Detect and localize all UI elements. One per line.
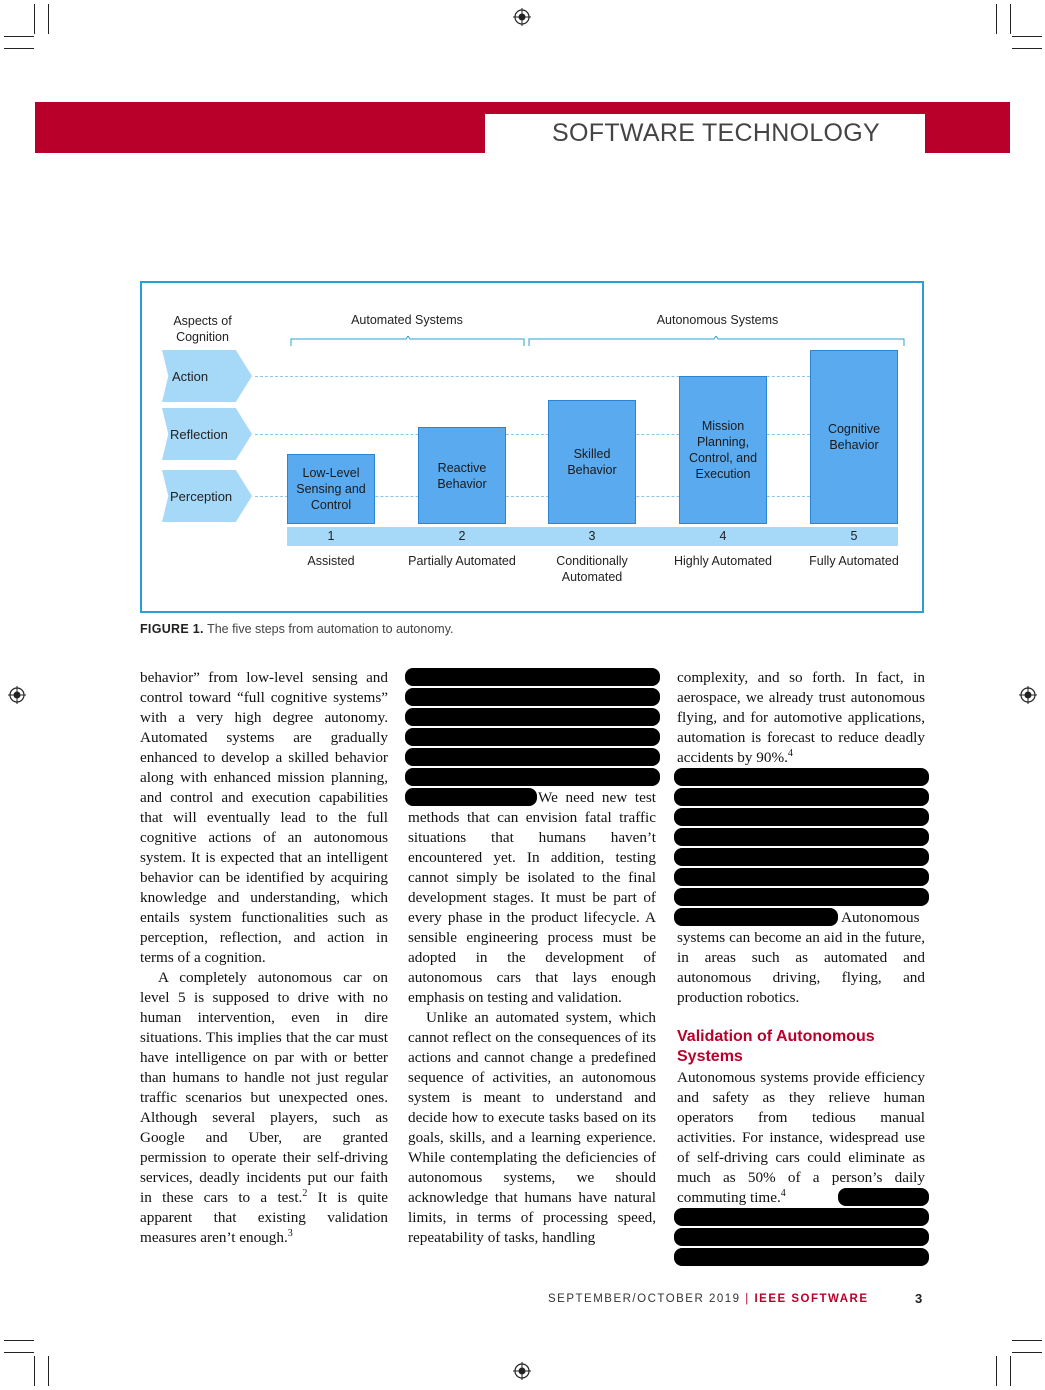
redaction-bar bbox=[405, 748, 660, 766]
body-text: We need new test methods that can envision fatal traffic situations that humans haven’t encountered yet. In addition, testing cannot simply be isolated to the final development stages. It must be part of every phase in the product lifecycle. A sensible engineering process must be adopted in the development of autonomous cars that lays enough emphasis on testing and validation. bbox=[408, 789, 656, 1006]
page-footer bbox=[548, 1293, 869, 1305]
body-column-3-cont bbox=[677, 908, 925, 1008]
autonomous-systems-bracket bbox=[528, 336, 906, 348]
redaction-bar bbox=[405, 688, 660, 706]
redaction-bar bbox=[674, 788, 929, 806]
redaction-bar bbox=[674, 888, 929, 906]
level-number: 4 bbox=[719, 529, 727, 543]
automated-systems-bracket bbox=[290, 336, 526, 348]
body-text: A completely autonomous car on level 5 is supposed to drive with no human intervention, even in dire situations. This implies that the car must have intelligence on par with or better than humans to handle not just regular traffic scenarios but unexpected ones. Although several players, such as Google and Uber, are granted permission to operate their self-driving services, deadly incidents put our faith in these cars to a test. bbox=[140, 969, 388, 1206]
crop-mark bbox=[4, 1352, 34, 1353]
redaction-bar bbox=[674, 808, 929, 826]
body-column-3-lower bbox=[677, 1068, 925, 1208]
reference-marker: 4 bbox=[787, 747, 793, 759]
redaction-bar bbox=[405, 728, 660, 746]
reflection-label: Reflection bbox=[170, 427, 228, 442]
registration-mark-icon bbox=[8, 686, 26, 704]
redaction-bar bbox=[674, 848, 929, 866]
crop-mark bbox=[34, 1356, 35, 1386]
figure-caption-text: The five steps from automation to autonomy. bbox=[203, 622, 454, 636]
level-number: 2 bbox=[458, 529, 466, 543]
redaction-bar bbox=[674, 768, 929, 786]
perception-label: Perception bbox=[170, 489, 233, 504]
page-number: 3 bbox=[915, 1291, 923, 1306]
level-name: Assisted bbox=[307, 554, 355, 568]
reference-marker: 3 bbox=[287, 1227, 293, 1239]
crop-mark bbox=[4, 48, 34, 49]
crop-mark bbox=[1012, 1352, 1042, 1353]
publication-name: IEEE SOFTWARE bbox=[754, 1293, 869, 1305]
crop-mark bbox=[48, 4, 49, 34]
aspects-of-cognition-label: Aspects of Cognition bbox=[173, 314, 232, 344]
body-paragraph bbox=[140, 968, 388, 1248]
redaction-bar bbox=[674, 1228, 929, 1246]
redaction-bar bbox=[674, 1208, 929, 1226]
crop-mark bbox=[996, 1356, 997, 1386]
crop-mark bbox=[4, 1340, 34, 1341]
redaction-bar bbox=[405, 708, 660, 726]
level-name: Conditionally Automated bbox=[556, 554, 628, 584]
level-number: 1 bbox=[327, 529, 335, 543]
redaction-bar bbox=[674, 1248, 929, 1266]
level-2-bar: Reactive Behavior bbox=[418, 427, 506, 524]
level-5-bar: Cognitive Behavior bbox=[810, 350, 898, 524]
footer-separator: | bbox=[745, 1293, 750, 1305]
autonomous-systems-label: Autonomous Systems bbox=[656, 313, 779, 327]
redaction-bar bbox=[405, 768, 660, 786]
level-name: Partially Automated bbox=[408, 554, 516, 568]
level-1-bar: Low-Level Sensing and Control bbox=[287, 454, 375, 524]
level-number: 5 bbox=[850, 529, 858, 543]
crop-mark bbox=[34, 4, 35, 34]
crop-mark bbox=[1010, 4, 1011, 34]
body-paragraph bbox=[677, 1068, 925, 1208]
body-text: complexity, and so forth. In fact, in aerospace, we already trust autonomous flying, and for automotive applications, automation is forecast to reduce deadly accidents by 90%. bbox=[677, 669, 925, 766]
section-title: SOFTWARE TECHNOLOGY bbox=[552, 119, 880, 147]
crop-mark bbox=[1012, 1340, 1042, 1341]
crop-mark bbox=[48, 1356, 49, 1386]
body-text: It is quite apparent that existing validation measures aren’t enough. bbox=[140, 1189, 388, 1246]
level-number: 3 bbox=[588, 529, 596, 543]
reference-marker: 4 bbox=[780, 1187, 786, 1199]
level-name: Fully Automated bbox=[809, 554, 899, 568]
redaction-bar bbox=[838, 1188, 929, 1206]
body-paragraph bbox=[408, 788, 656, 1008]
registration-mark-icon bbox=[1019, 686, 1037, 704]
crop-mark bbox=[996, 4, 997, 34]
registration-mark-icon bbox=[513, 8, 531, 26]
crop-mark bbox=[4, 36, 34, 37]
section-heading: Validation of Autonomous Systems bbox=[677, 1028, 875, 1065]
figure-caption-label: FIGURE 1. bbox=[140, 622, 204, 636]
registration-mark-icon bbox=[513, 1362, 531, 1380]
redaction-bar bbox=[674, 828, 929, 846]
body-column-1 bbox=[140, 668, 388, 1248]
figure-caption bbox=[140, 622, 454, 636]
crop-mark bbox=[1010, 1356, 1011, 1386]
body-paragraph bbox=[677, 668, 925, 768]
crop-mark bbox=[1012, 36, 1042, 37]
body-paragraph: behavior” from low-level sensing and control toward “full cognitive systems” with a very high degree autonomy. Automated systems are gradually enhanced to develop a skilled behavior along with enhanced mission planning, and control and execution capabilities that will eventually lead to the full cognitive actions of an autonomous system. It is expected that an intelligent behavior can be identified by acquiring knowledge and understanding, which entails system functionalities such as perception, reflection, and action in terms of a cognition. bbox=[140, 669, 388, 966]
body-column-3 bbox=[677, 668, 925, 768]
issue-date: SEPTEMBER/OCTOBER 2019 bbox=[548, 1293, 741, 1305]
redaction-bar bbox=[405, 668, 660, 686]
reference-marker: 2 bbox=[302, 1187, 308, 1199]
level-3-bar: Skilled Behavior bbox=[548, 400, 636, 524]
automated-systems-label: Automated Systems bbox=[351, 313, 463, 327]
body-paragraph: Autonomous systems can become an aid in the future, in areas such as automated and autonomous driving, flying, and production robotics. bbox=[677, 909, 925, 1006]
body-text: Autonomous systems provide efficiency and safety as they relieve human operators from tedious manual activities. For instance, widespread use of self-driving cars could eliminate as much as 50% of a person’s daily commuting time. bbox=[677, 1069, 925, 1206]
level-4-bar: Mission Planning, Control, and Execution bbox=[679, 376, 767, 524]
level-name: Highly Automated bbox=[674, 554, 772, 568]
body-paragraph: Unlike an automated system, which cannot reflect on the consequences of its actions and cannot change a predefined sequence of activities, an autonomous system is meant to understand and decide how to execute tasks based on its goals, skills, and a learning experience. While contemplating the deficiencies of autonomous systems, we should acknowledge that humans have natural limits, in terms of processing speed, repeatability of tasks, handling bbox=[408, 1009, 656, 1246]
redaction-bar bbox=[674, 868, 929, 886]
body-column-2 bbox=[408, 788, 656, 1248]
action-label: Action bbox=[172, 369, 209, 384]
crop-mark bbox=[1012, 48, 1042, 49]
